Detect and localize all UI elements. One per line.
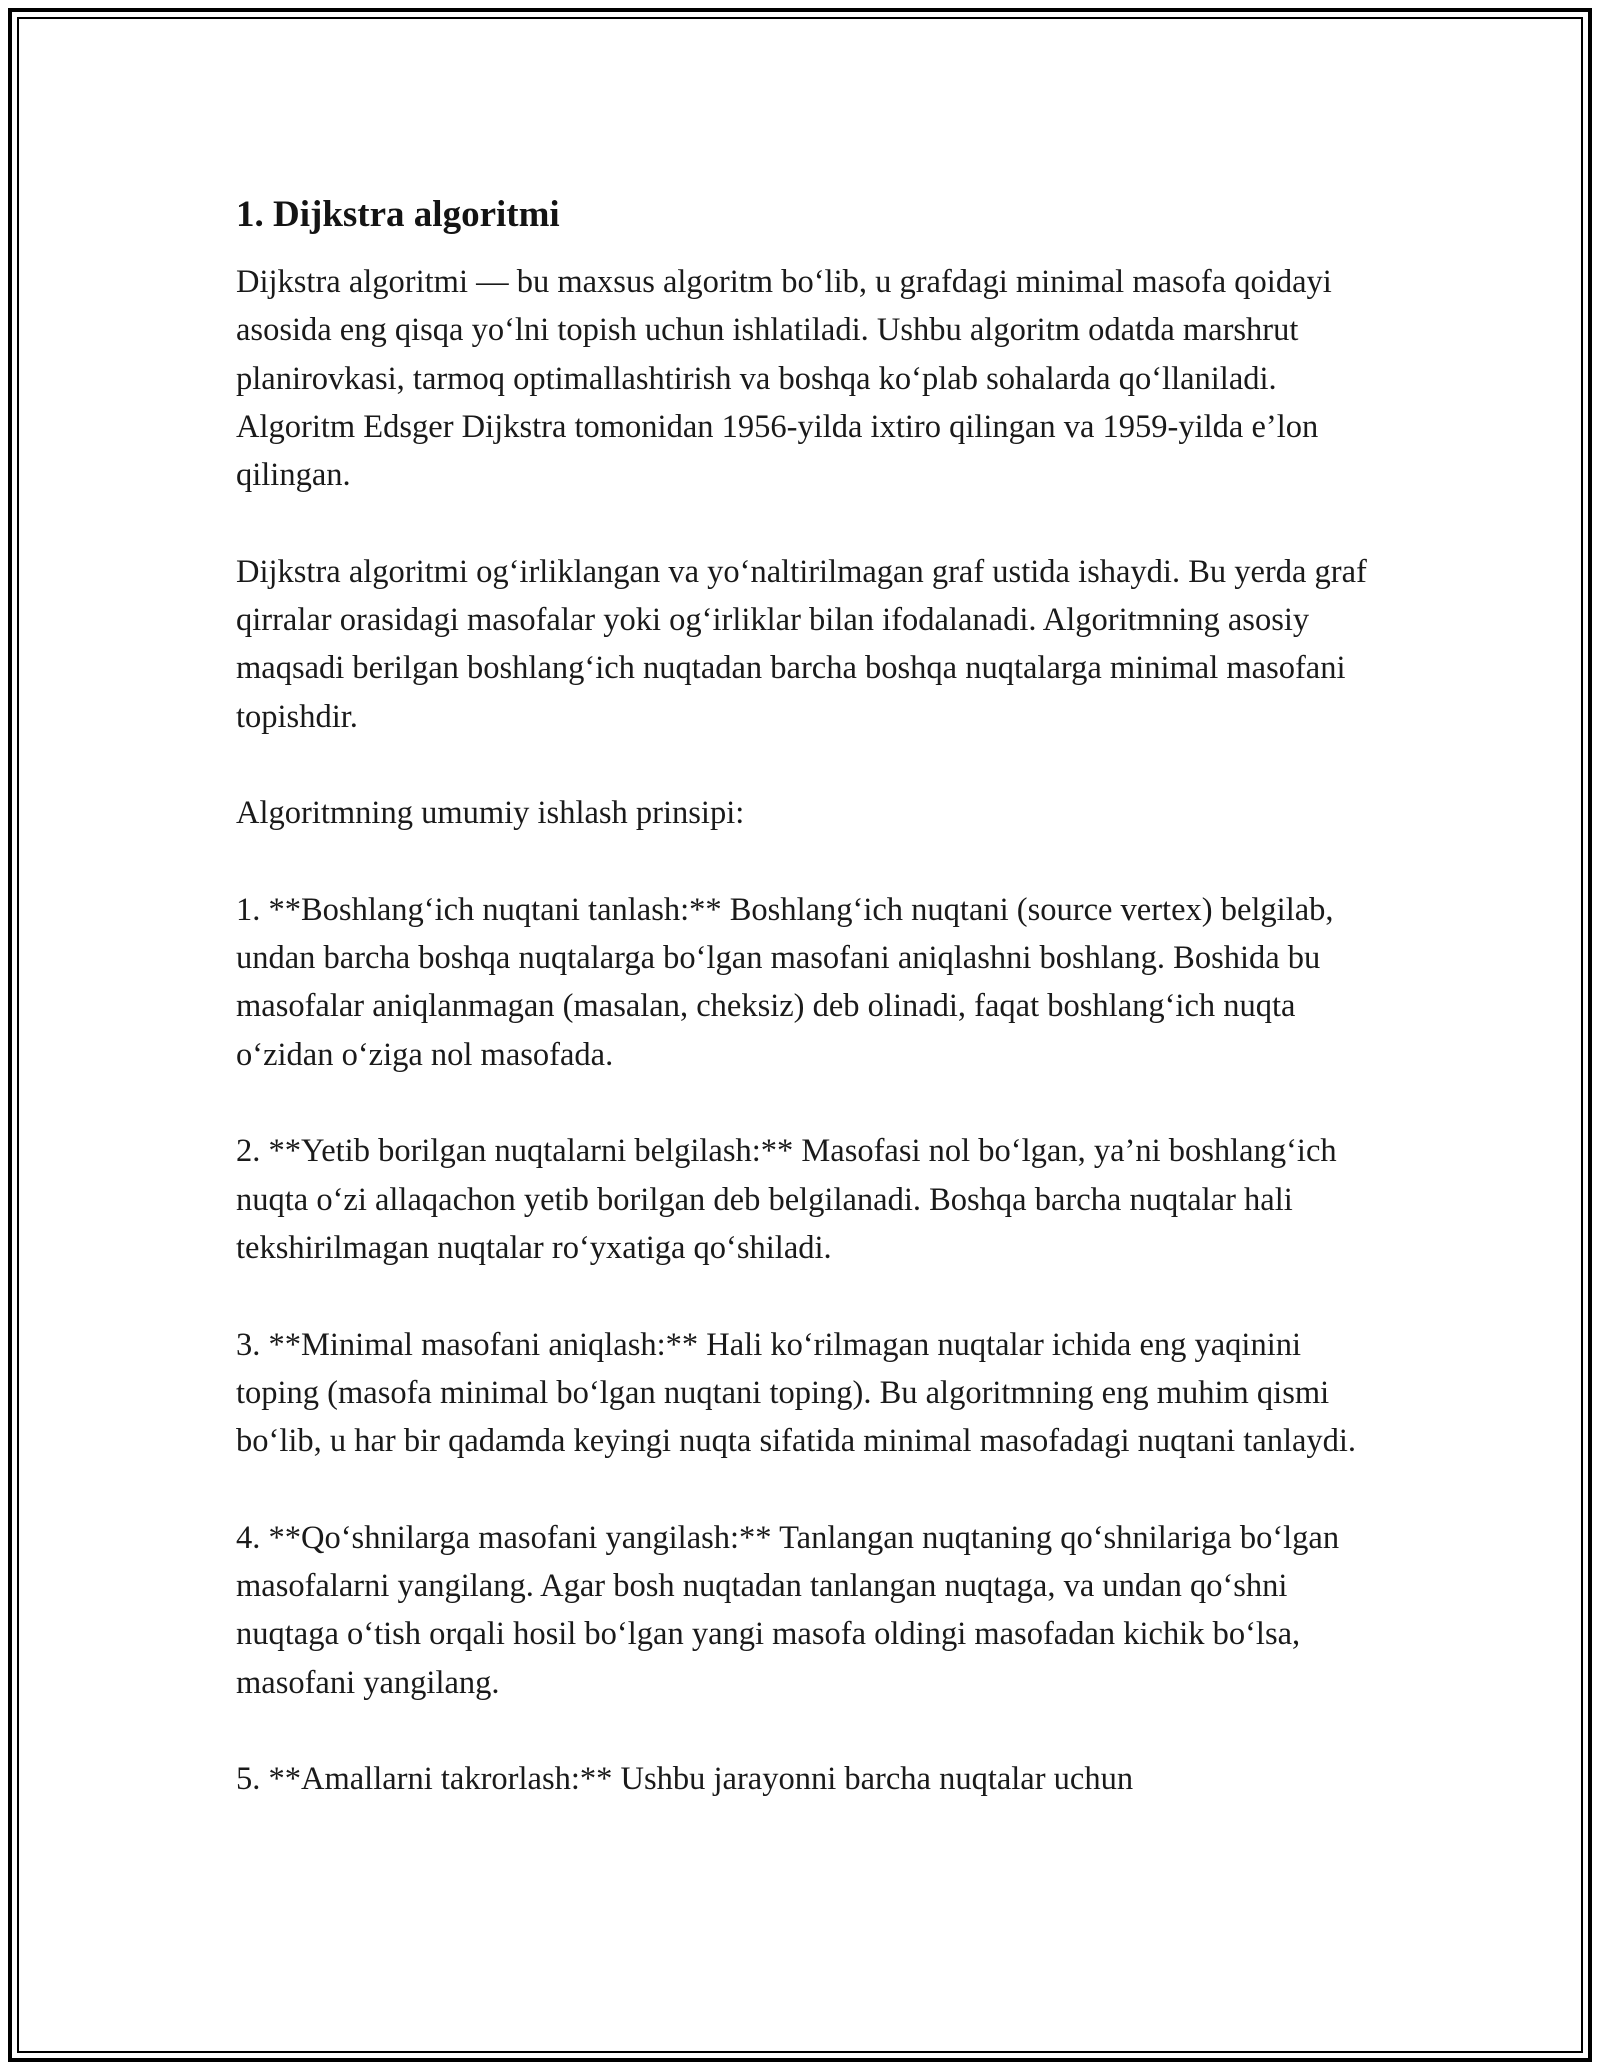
section-heading: 1. Dijkstra algoritmi bbox=[236, 194, 560, 235]
step-2-paragraph: 2. **Yetib borilgan nuqtalarni belgilash:** Masofasi nol bo‘lgan, ya’ni boshlang‘ich nuqta o‘zi allaqachon yetib borilgan deb belgilanadi. Boshqa barcha nuqtalar hali tekshirilmagan nuqtalar ro‘yxatiga qo‘shiladi. bbox=[236, 1133, 1337, 1266]
document-body bbox=[236, 186, 1386, 1804]
principle-intro-paragraph: Algoritmning umumiy ishlash prinsipi: bbox=[236, 795, 745, 832]
step-3-paragraph: 3. **Minimal masofani aniqlash:** Hali ko‘rilmagan nuqtalar ichida eng yaqinini toping (masofa minimal bo‘lgan nuqtani toping). Bu algoritmning eng muhim qismi bo‘lib, u har bir qadamda keyingi nuqta sifatida minimal masofadagi nuqtani tanlaydi. bbox=[236, 1326, 1357, 1460]
intro-paragraph: Dijkstra algoritmi — bu maxsus algoritm bo‘lib, u grafdagi minimal masofa qoidayi asosida eng qisqa yo‘lni topish uchun ishlatiladi. Ushbu algoritm odatda marshrut planirovkasi, tarmoq optimallashtirish va boshqa ko‘plab sohalarda qo‘llaniladi. Algoritm Edsger Dijkstra tomonidan 1956-yilda ixtiro qilingan va 1959-yilda e’lon qilingan. bbox=[236, 264, 1332, 494]
step-4-paragraph: 4. **Qo‘shnilarga masofani yangilash:** Tanlangan nuqtaning qo‘shnilariga bo‘lgan masofalarni yangilang. Agar bosh nuqtadan tanlangan nuqtaga, va undan qo‘shni nuqtaga o‘tish orqali hosil bo‘lgan yangi masofa oldingi masofadan kichik bo‘lsa, masofani yangilang. bbox=[236, 1519, 1340, 1701]
graph-description-paragraph: Dijkstra algoritmi og‘irliklangan va yo‘naltirilmagan graf ustida ishaydi. Bu yerda graf qirralar orasidagi masofalar yoki og‘irliklar bilan ifodalanadi. Algoritmning asosiy maqsadi berilgan boshlang‘ich nuqtadan barcha boshqa nuqtalarga minimal masofani topishdir. bbox=[236, 553, 1367, 735]
step-5-paragraph: 5. **Amallarni takrorlash:** Ushbu jarayonni barcha nuqtalar uchun bbox=[236, 1761, 1134, 1798]
step-1-paragraph: 1. **Boshlang‘ich nuqtani tanlash:** Boshlang‘ich nuqtani (source vertex) belgilab, undan barcha boshqa nuqtalarga bo‘lgan masofani aniqlashni boshlang. Boshida bu masofalar aniqlanmagan (masalan, cheksiz) deb olinadi, faqat boshlang‘ich nuqta o‘zidan o‘ziga nol masofada. bbox=[236, 891, 1334, 1073]
